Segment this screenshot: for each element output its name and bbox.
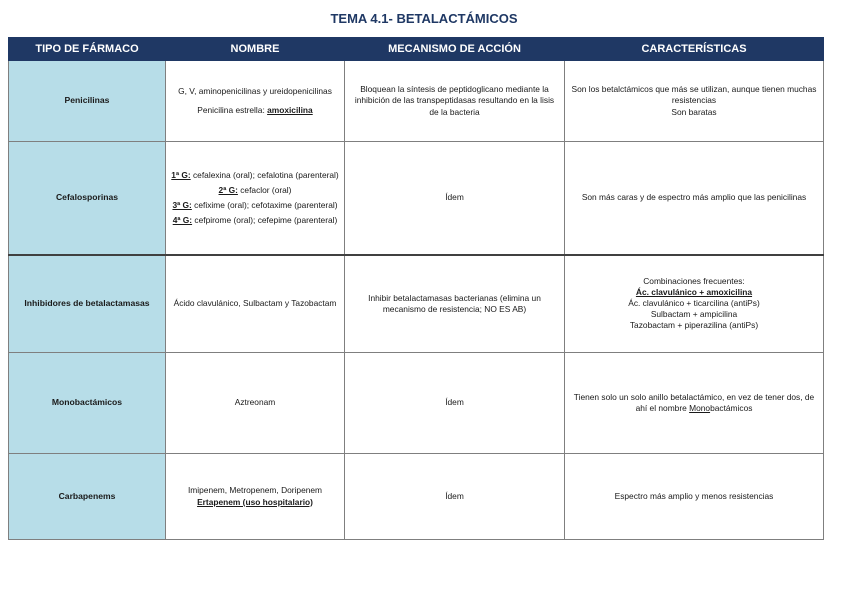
generation-text: cefalexina (oral); cefalotina (parenteral) xyxy=(190,169,339,180)
combination-highlight: Ác. clavulánico + amoxicilina xyxy=(635,287,753,298)
characteristics-cell xyxy=(565,353,824,454)
page-title: TEMA 4.1- BETALACTÁMICOS xyxy=(330,11,518,26)
name-cell: Ácido clavulánico, Sulbactam y Tazobactam xyxy=(166,255,345,353)
drug-type-cell: Inhibidores de betalactamasas xyxy=(9,255,166,353)
mechanism-cell: Ídem xyxy=(345,353,565,454)
combination-text: Tazobactam + piperazilina (antiPs) xyxy=(629,320,759,331)
characteristics-cell: Espectro más amplio y menos resistencias xyxy=(565,454,824,540)
drug-type-cell: Carbapenems xyxy=(9,454,166,540)
generation-text: cefpirome (oral); cefepime (parenteral) xyxy=(192,214,338,225)
name-highlight: Ertapenem (uso hospitalario) xyxy=(197,496,313,507)
mechanism-cell: Ídem xyxy=(345,454,565,540)
characteristics-cell xyxy=(565,61,824,142)
name-cell xyxy=(166,142,345,255)
betalactam-table xyxy=(8,37,824,540)
header-characteristics: CARACTERÍSTICAS xyxy=(565,38,824,61)
name-cell xyxy=(166,454,345,540)
characteristics-text: Tienen solo un solo anillo betalactámico, en vez de tener dos, de ahí el nombre xyxy=(573,391,815,413)
mono-emphasis: Mono xyxy=(689,403,711,413)
star-drug-name: amoxicilina xyxy=(267,104,313,115)
name-text: Imipenem, Metropenem, Doripenem xyxy=(187,485,323,496)
characteristics-cell: Son más caras y de espectro más amplio que las penicilinas xyxy=(565,142,824,255)
mechanism-cell: Ídem xyxy=(345,142,565,255)
drug-type-cell: Cefalosporinas xyxy=(9,142,166,255)
generation-label: 2ª G: xyxy=(218,184,238,195)
table-header-row xyxy=(9,38,824,61)
characteristics-text: Combinaciones frecuentes: xyxy=(643,276,745,287)
star-drug-line xyxy=(171,105,339,116)
table-row-monobactamicos xyxy=(9,353,824,454)
generation-label: 1ª G: xyxy=(171,169,191,180)
characteristics-text: Son los betalctámicos que más se utilizan, aunque tienen muchas resistencias xyxy=(571,84,817,106)
mechanism-cell: Inhibir betalactamasas bacterianas (elimina un mecanismo de resistencia; NO ES AB) xyxy=(345,255,565,353)
star-drug-prefix: Penicilina estrella: xyxy=(197,104,268,115)
table-row-carbapenems xyxy=(9,454,824,540)
characteristics-cell xyxy=(565,255,824,353)
name-cell: Aztreonam xyxy=(166,353,345,454)
table-row-cefalosporinas xyxy=(9,142,824,255)
generation-line-3 xyxy=(171,200,339,211)
name-cell xyxy=(166,61,345,142)
drug-type-cell: Penicilinas xyxy=(9,61,166,142)
header-drug-type: TIPO DE FÁRMACO xyxy=(9,38,166,61)
drug-type-cell: Monobactámicos xyxy=(9,353,166,454)
header-mechanism: MECANISMO DE ACCIÓN xyxy=(345,38,565,61)
table-row-inhibidores xyxy=(9,255,824,353)
mechanism-cell: Bloquean la síntesis de peptidoglicano mediante la inhibición de las transpeptidasas resultando en la lisis de la bacteria xyxy=(345,61,565,142)
table-row-penicilinas xyxy=(9,61,824,142)
characteristics-suffix: bactámicos xyxy=(710,403,753,413)
generation-line-1 xyxy=(171,170,339,181)
generation-text: cefixime (oral); cefotaxime (parenteral) xyxy=(191,199,338,210)
header-name: NOMBRE xyxy=(166,38,345,61)
generation-text: cefaclor (oral) xyxy=(237,184,292,195)
generation-label: 3ª G: xyxy=(172,199,192,210)
generation-label: 4ª G: xyxy=(172,214,193,225)
characteristics-text-2: Son baratas xyxy=(671,106,717,117)
combination-text: Sulbactam + ampicilina xyxy=(650,309,738,320)
generation-line-4 xyxy=(171,215,339,226)
combination-text: Ác. clavulánico + ticarcilina (antiPs) xyxy=(628,298,760,309)
generation-line-2 xyxy=(171,185,339,196)
name-text: G, V, aminopenicilinas y ureidopenicilinas xyxy=(178,86,332,97)
